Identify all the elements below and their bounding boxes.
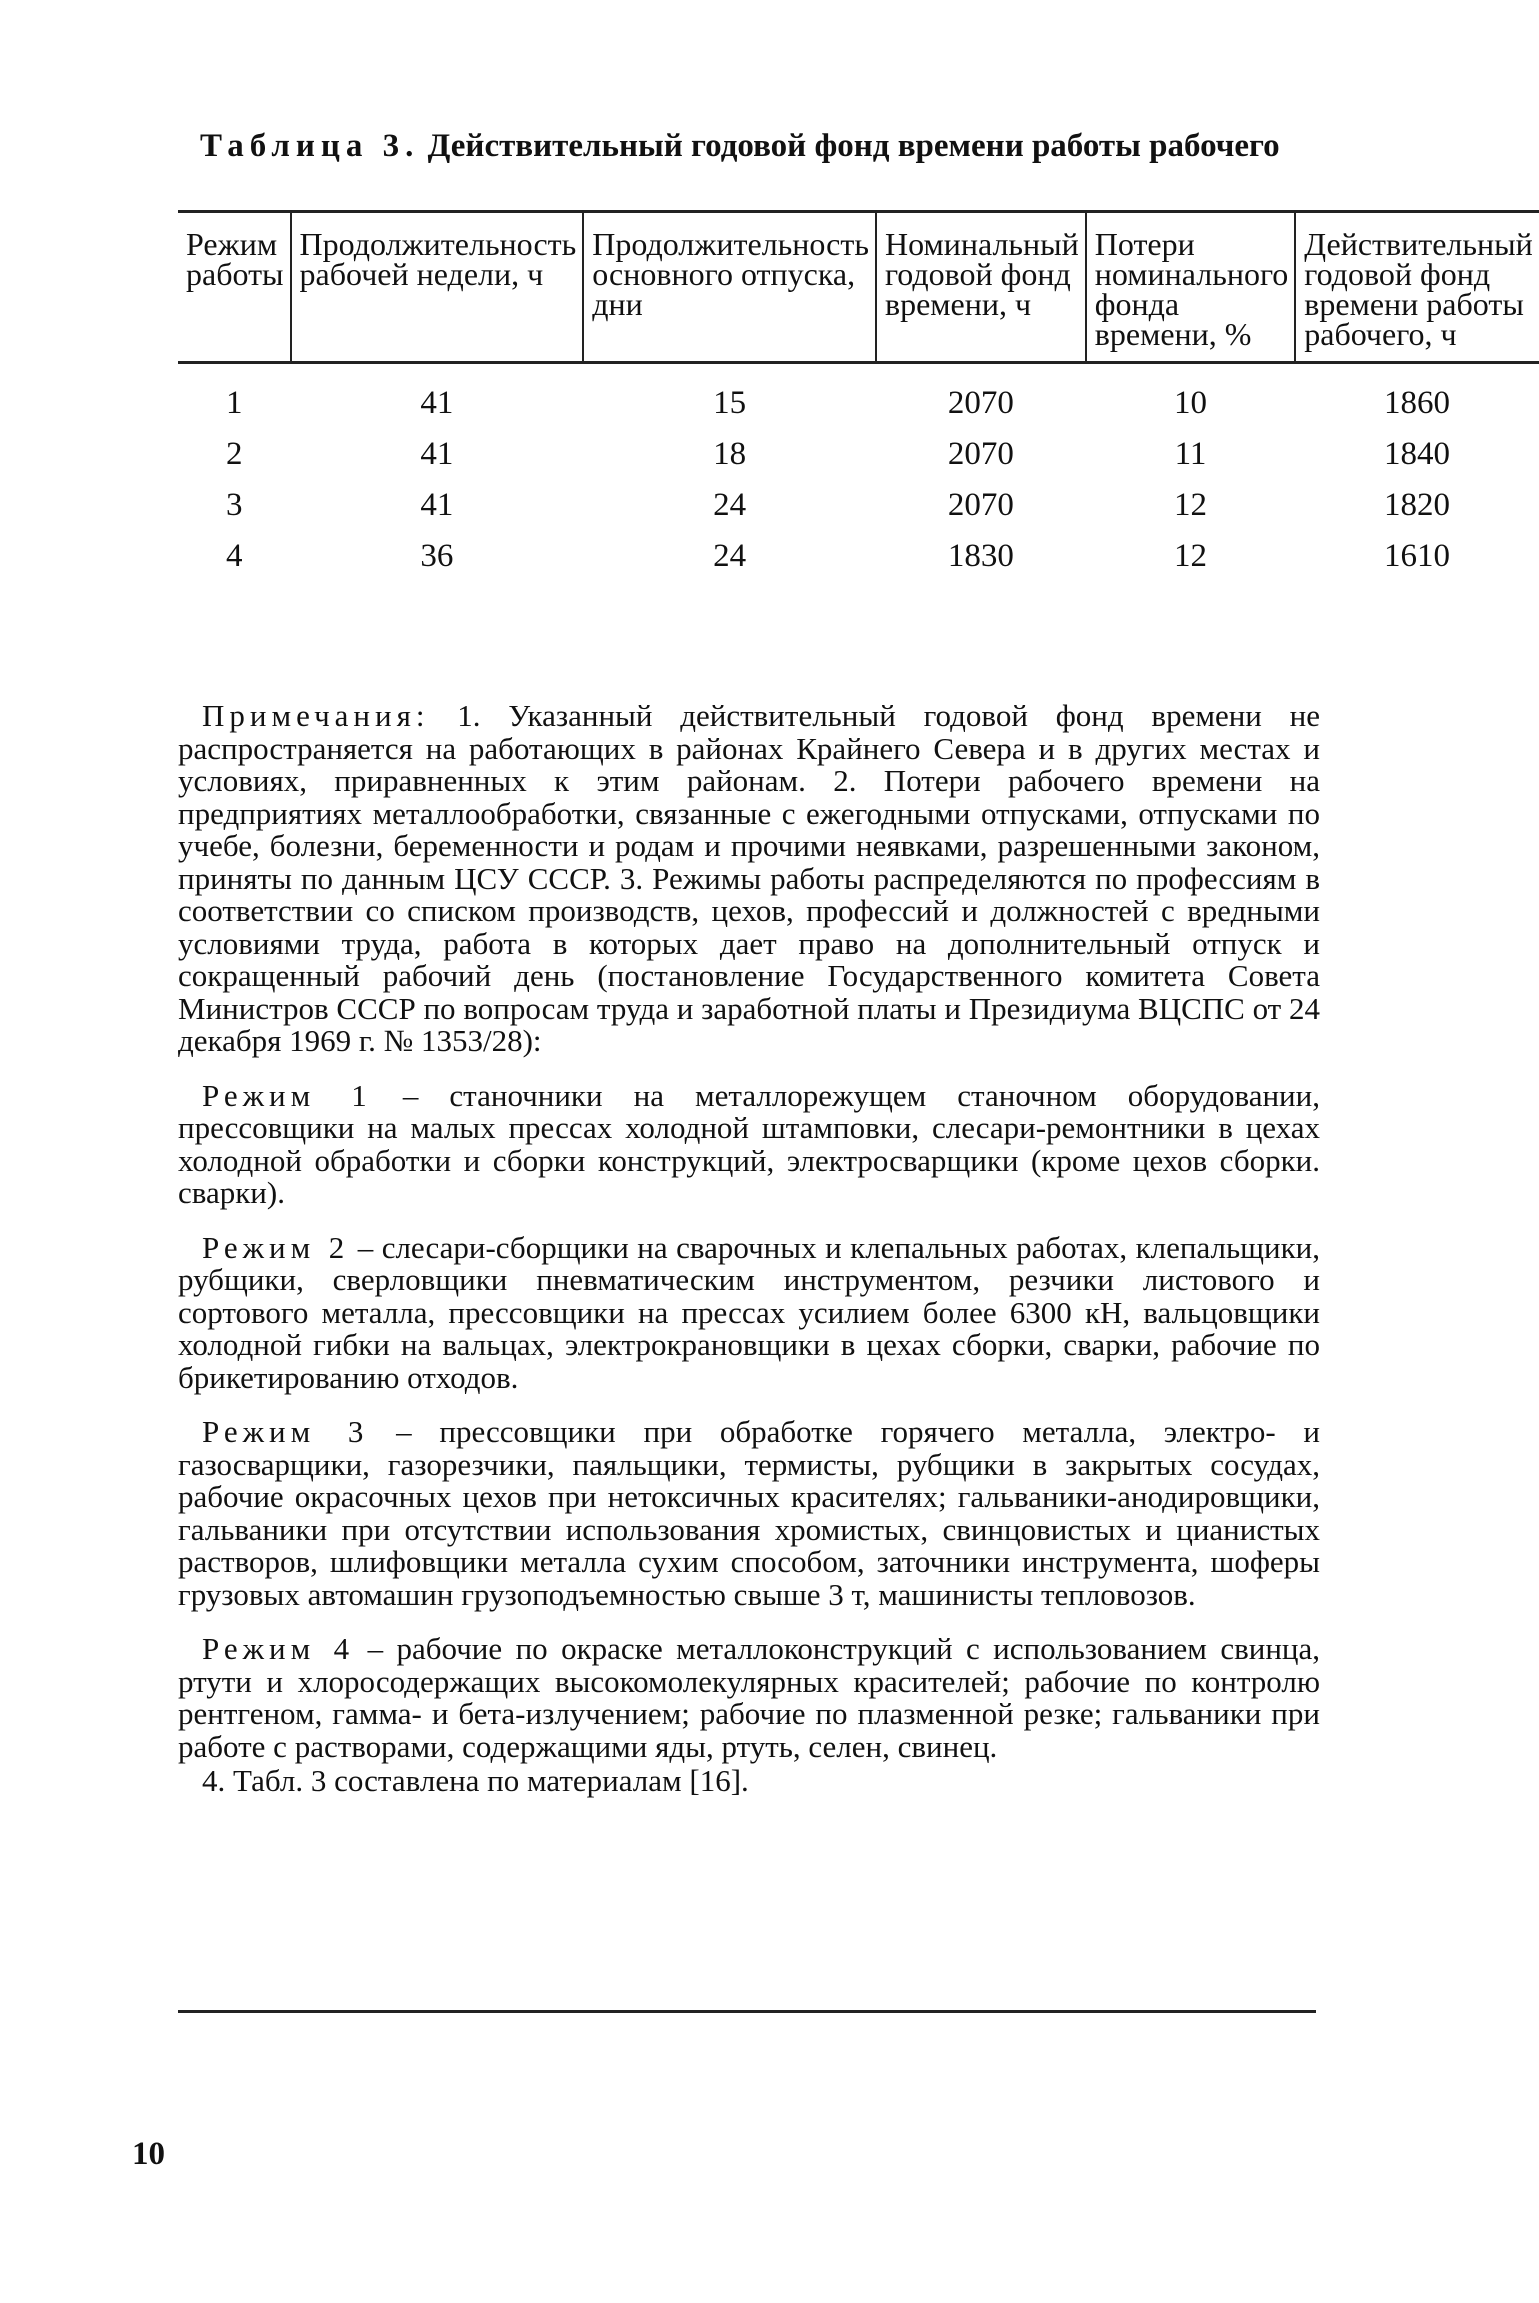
table-cell: 12 [1174, 538, 1207, 574]
table-title-text: Действительный годовой фонд времени работы рабочего [427, 128, 1280, 164]
mode-2-paragraph [178, 1229, 1321, 1395]
header-actual-fund: Действительный годовой фонд времени работы рабочего, ч [1295, 212, 1538, 363]
table-cell: 1610 [1384, 538, 1450, 574]
mode-4-paragraph [178, 1633, 1320, 1763]
table-row [178, 531, 1539, 582]
table-cell: 3 [226, 487, 243, 523]
table-cell: 36 [420, 538, 454, 574]
header-losses: Потери номинального фонда времени, % [1086, 212, 1296, 363]
mode-1-label: Режим 1 [202, 1077, 372, 1113]
table-cell: 15 [713, 385, 747, 421]
table-title-label: Таблица 3. [200, 128, 420, 164]
footer-divider [178, 2010, 1316, 2013]
notes-intro [178, 700, 1320, 1058]
table-cell: 2070 [947, 385, 1014, 421]
table-cell: 1820 [1384, 487, 1450, 523]
table-cell: 1830 [947, 538, 1014, 574]
mode-2-text: – слесари-сборщики на сварочных и клепальных работах, клепальщики, рубщики, сверловщики пневматическим инструментом, резчики листового и сортового металла, прессовщики на прессах усилием более 6300 кН, вальцовщики холодной гибки на вальцах, электрокрановщики в цехах сборки, сварки, рабочие по брикетированию отходов. [178, 1229, 1321, 1395]
table-cell: 41 [420, 436, 454, 472]
table-cell: 41 [420, 385, 454, 421]
table-cell: 10 [1174, 385, 1207, 421]
mode-4-text: – рабочие по окраске металлоконструкций с использованием свинца, ртути и хлоросодержащих высокомолекулярных красителей; рабочие по контролю рентгеном, гамма- и бета-излучением; рабочие по плазменной резке; гальваники при работе с растворами, содержащими яды, ртуть, селен, свинец. [178, 1631, 1321, 1764]
table-cell: 11 [1174, 436, 1207, 472]
table-cell: 12 [1174, 487, 1207, 523]
table-row [178, 429, 1539, 480]
header-nominal-fund: Номинальный годовой фонд времени, ч [876, 212, 1086, 363]
mode-1-paragraph [178, 1077, 1320, 1210]
table-cell: 1860 [1384, 385, 1450, 421]
table-cell: 41 [420, 487, 454, 523]
mode-3-label: Режим 3 [202, 1414, 369, 1449]
table-cell: 24 [713, 538, 747, 574]
source-note: 4. Табл. 3 составлена по материалам [16]. [202, 1763, 749, 1798]
table-cell: 2070 [947, 436, 1014, 472]
table-cell: 2070 [947, 487, 1014, 523]
table-cell: 2 [226, 436, 243, 472]
table-row [178, 480, 1539, 531]
header-vacation-length: Продолжительность основного отпуска, дни [583, 212, 876, 363]
table-cell: 1 [226, 385, 243, 421]
mode-3-paragraph [178, 1416, 1320, 1611]
table-cell: 4 [226, 538, 243, 574]
notes-section [178, 700, 1320, 1820]
mode-3-text: – прессовщики при обработке горячего металла, электро- и газосварщики, газорезчики, паяльщики, термисты, рубщики в закрытых сосудах, рабочие окрасочных цехов при нетоксичных красителях; гальваники-анодировщики, гальваники при отсутствии использования хромистых, свинцовистых и цианистых растворов, шлифовщики металла сухим способом, заточники инструмента, шоферы грузовых автомашин грузоподъемностью свыше 3 т, машинисты тепловозов. [178, 1414, 1320, 1612]
work-time-table [178, 210, 1539, 582]
table-row [178, 363, 1539, 430]
mode-1-text: – станочники на металлорежущем станочном оборудовании, прессовщики на малых прессах холодной штамповки, слесари-ремонтники в цехах холодной обработки и сборки конструкций, электросварщики (кроме цехов сборки. сварки). [178, 1077, 1320, 1210]
page-number: 10 [132, 2136, 165, 2172]
table-title [200, 128, 1360, 165]
table-cell: 1840 [1384, 436, 1450, 472]
table-header-row [178, 212, 1539, 363]
mode-2-label: Режим 2 [202, 1229, 350, 1265]
notes-label: Примечания: [202, 698, 430, 733]
header-mode: Режим работы [178, 212, 291, 363]
header-week-length: Продолжительность рабочей недели, ч [291, 212, 584, 363]
mode-4-label: Режим 4 [202, 1631, 355, 1666]
table-cell: 18 [713, 436, 747, 472]
table-cell: 24 [713, 487, 747, 523]
notes-text: 1. Указанный действительный годовой фонд времени не распространяется на работающих в районах Крайнего Севера и в других местах и условиях, приравненных к этим районам. 2. Потери рабочего времени на предприятиях металлообработки, связанные с ежегодными отпусками, отпусками по учебе, болезни, беременности и родам и прочими неявками, разрешенными законом, приняты по данным ЦСУ СССР. 3. Режимы работы распределяются по профессиям в соответствии со списком производств, цехов, профессий и должностей с вредными условиями труда, работа в которых дает право на дополнительный отпуск и сокращенный рабочий день (постановление Государственного комитета Совета Министров СССР по вопросам труда и заработной платы и Президиума ВЦСПС от 24 декабря 1969 г. № 1353/28): [178, 698, 1321, 1058]
